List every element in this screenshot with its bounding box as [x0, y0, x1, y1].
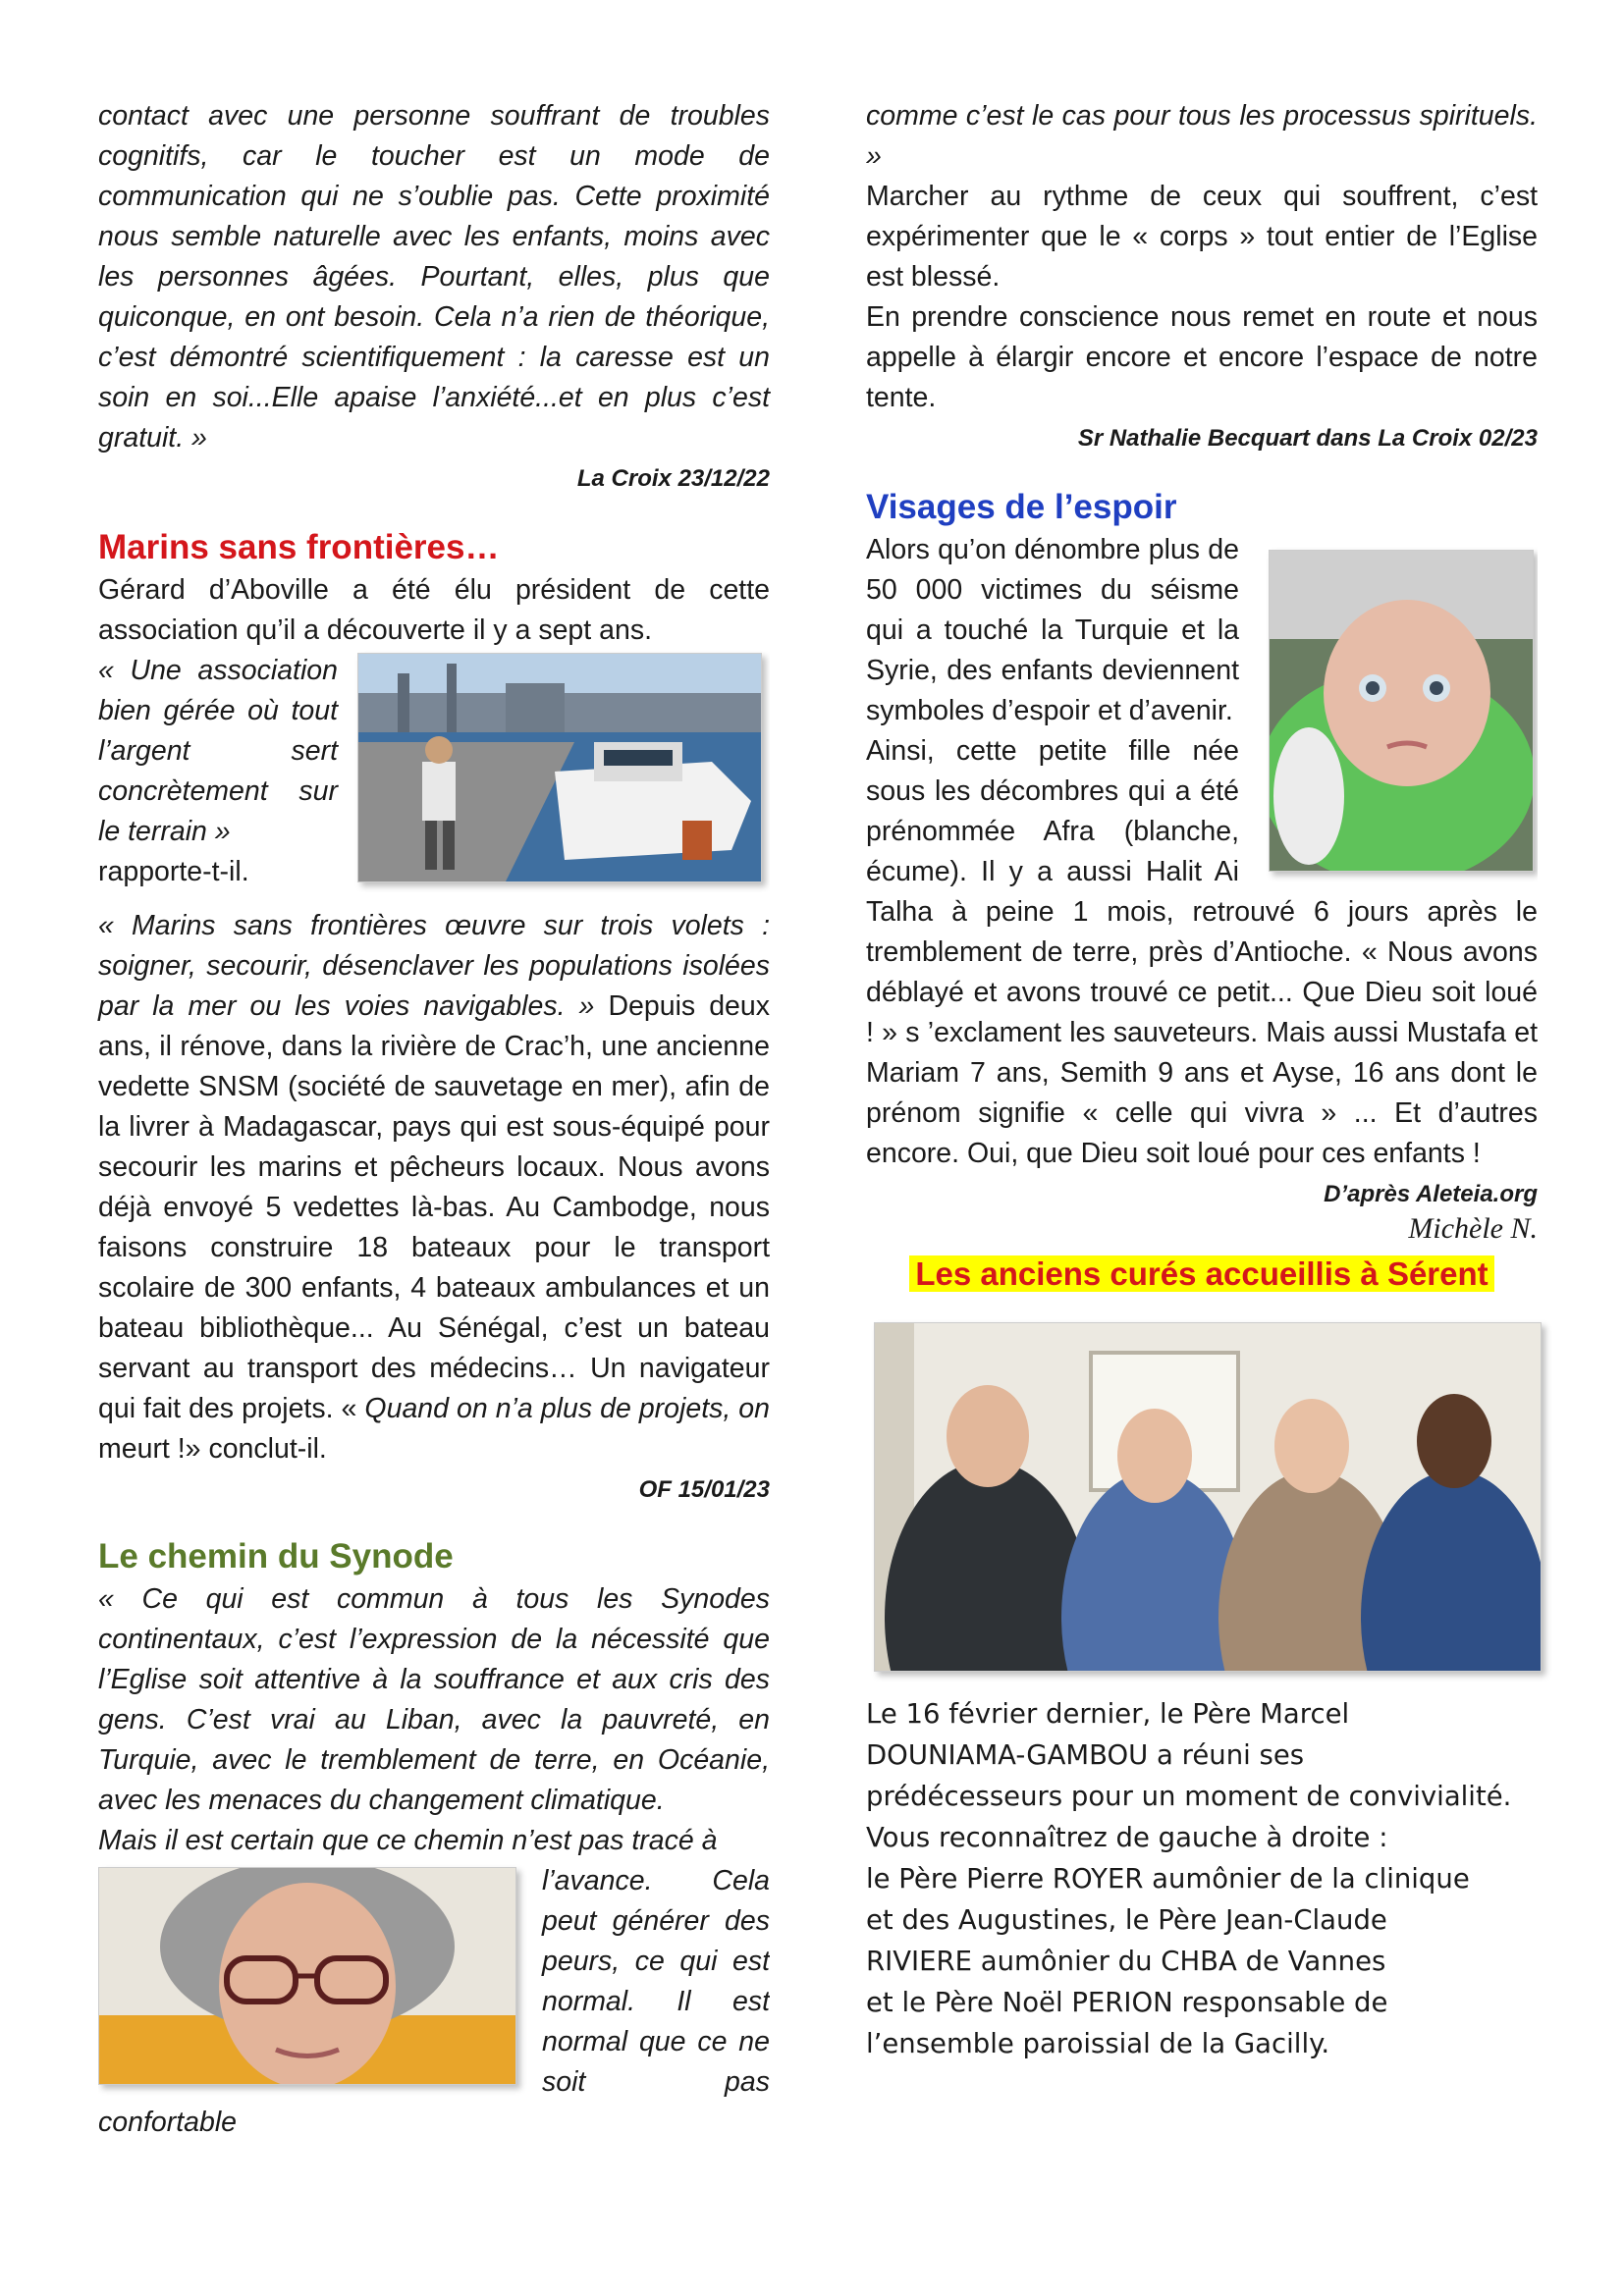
serent-line: et des Augustines, le Père Jean-Claude [866, 1904, 1387, 1936]
serent-line: le Père Pierre ROYER aumônier de la clinique [866, 1863, 1470, 1895]
harbor-photo [357, 653, 762, 882]
baby-photo [1269, 550, 1534, 872]
visages-title: Visages de l’espoir [866, 488, 1177, 526]
serent-line: Le 16 février dernier, le Père Marcel [866, 1698, 1350, 1730]
serent-text [866, 1693, 1538, 2064]
marins-intro: Gérard d’Aboville a été élu président de cette association qu’il a découverte il y a sept ans. [98, 574, 770, 646]
marins-closing: meurt !» conclut-il. [98, 1433, 327, 1465]
serent-title-text: Les anciens curés accueillis à Sérent [909, 1255, 1493, 1292]
visages-source: D’après Aleteia.org [1324, 1181, 1538, 1207]
priests-photo-image [875, 1323, 1541, 1671]
serent-line: prédécesseurs pour un moment de convivialité. [866, 1781, 1512, 1812]
marins-body-italic: « Marins sans frontières œuvre sur trois volets : soigner, secourir, désenclaver les populations isolées par la mer ou les voies navigables. » [98, 910, 770, 1022]
visages-p2: Ainsi, cette petite fille née sous les décombres qui a été prénommée Afra (blanche, écume). Il y a aussi Halit Ai Talha à peine 1 mois, retrouvé 6 jours après le tremblement de terre, près d’Antioche. « Nous avons déblayé et avons trouvé ce petit... Que Dieu soit loué ! » s ’exclament les sauveteurs. Mais aussi Mustafa et Mariam 7 ans, Semith 9 ans et Ayse, 16 ans dont le prénom signifie « celle qui vivra » ... Et d’autres encore. Oui, que Dieu soit loué pour ces enfants ! [866, 735, 1538, 1169]
visages-p1: Alors qu’on dénombre plus de 50 000 victimes du séisme qui a touché la Turquie et la Syrie, des enfants deviennent symboles d’espoir et d’avenir. [866, 534, 1239, 726]
caresse-source: La Croix 23/12/22 [576, 465, 770, 492]
synode-title: Le chemin du Synode [98, 1537, 454, 1575]
synode-source: Sr Nathalie Becquart dans La Croix 02/23 [1077, 425, 1538, 452]
marins-source: OF 15/01/23 [638, 1476, 770, 1503]
serent-line: RIVIERE aumônier du CHBA de Vannes [866, 1946, 1386, 1977]
synode-para2-rest: l’avance. Cela peut générer des peurs, ce qui est normal. Il est normal que ce ne soit pas confortable [98, 1865, 770, 2138]
left-column [98, 96, 770, 2143]
baby-photo-image [1270, 551, 1533, 871]
synode-para1: « Ce qui est commun à tous les Synodes continentaux, c’est l’expression de la nécessité que l’Eglise soit attentive à la souffrance et aux cris des gens. C’est vrai au Liban, avec la pauvreté, en Turquie, avec le tremblement de terre, en Océanie, avec les menaces du changement climatique. [98, 1583, 770, 1816]
marins-quote-text: « Une association bien gérée où tout l’argent sert concrètement sur le terrain » [98, 655, 338, 847]
synode-continuation: comme c’est le cas pour tous les processus spirituels. » [866, 100, 1538, 172]
marins-body [98, 906, 770, 1469]
harbor-photo-image [358, 654, 761, 881]
marins-body-text: Depuis deux ans, il rénove, dans la rivière de Crac’h, une ancienne vedette SNSM (société de sauvetage en mer), afin de la livrer à Madagascar, pays qui est sous-équipé pour secourir les marins et pêcheurs locaux. Nous avons déjà envoyé 5 vedettes là-bas. Au Cambodge, nous faisons construire 18 bateaux pour le transport scolaire de 300 enfants, 4 bateaux ambulances et un bateau bibliothèque... Au Sénégal, c’est un bateau servant au transport des médecins… Un navigateur qui fait des projets. « [98, 990, 770, 1424]
marins-closing-italic: Quand on n’a plus de projets, on [356, 1393, 770, 1424]
synode-para2-start: Mais il est certain que ce chemin n’est pas tracé à [98, 1825, 718, 1856]
synode-p2: Marcher au rythme de ceux qui souffrent, c’est expérimenter que le « corps » tout entier de l’Eglise est blessé. [866, 181, 1538, 293]
marins-quote-tail: rapporte-t-il. [98, 856, 249, 887]
serent-line: Vous reconnaîtrez de gauche à droite : [866, 1822, 1388, 1853]
serent-line: et le Père Noël PERION responsable de [866, 1987, 1388, 2018]
priests-photo [874, 1322, 1542, 1672]
caresse-paragraph: contact avec une personne souffrant de troubles cognitifs, car le toucher est un mode de communication qui ne s’oublie pas. Cette proximité nous semble naturelle avec les enfants, moins avec les personnes âgées. Pourtant, elles, plus que quiconque, en ont besoin. Cela n’a rien de théorique, c’est démontré scientifiquement : la caresse est un soin en soi...Elle apaise l’anxiété...et en plus c’est gratuit. » [98, 100, 770, 454]
portrait-photo-image [99, 1868, 515, 2084]
visages-signature: Michèle N. [1408, 1212, 1538, 1245]
serent-line: DOUNIAMA-GAMBOU a réuni ses [866, 1739, 1305, 1771]
marins-title: Marins sans frontières… [98, 528, 500, 566]
serent-title [866, 1253, 1538, 1297]
right-column [866, 96, 1538, 2064]
portrait-photo [98, 1867, 516, 2085]
synode-p3: En prendre conscience nous remet en route et nous appelle à élargir encore et encore l’espace de notre tente. [866, 301, 1538, 413]
serent-line: l’ensemble paroissial de la Gacilly. [866, 2028, 1330, 2059]
